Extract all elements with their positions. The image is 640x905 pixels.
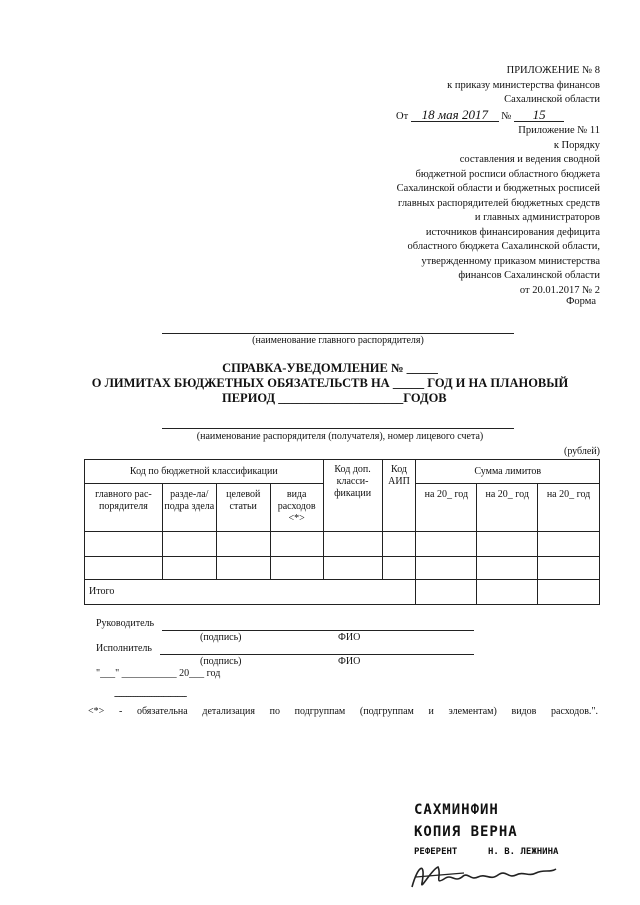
executor-label: Исполнитель	[96, 643, 152, 654]
table-cell	[85, 557, 163, 580]
header-year-3: на 20_ год	[538, 484, 600, 532]
table-cell	[538, 532, 600, 557]
total-cell-year-1	[416, 580, 477, 605]
additional-classification-header: Код доп. класси-фикации	[323, 460, 382, 532]
order-date-line	[396, 109, 596, 125]
annex-11-line: составления и ведения сводной	[459, 154, 600, 165]
header-expense-type: вида расходов <*>	[270, 484, 323, 532]
annex-11-line: утвержденному приказом министерства	[421, 255, 600, 267]
executor-signature-line	[160, 654, 474, 655]
recipient-line	[162, 428, 514, 429]
stamp-ministry: САХМИНФИН	[414, 802, 499, 818]
head-signature-line	[162, 630, 474, 631]
annex-8-title: ПРИЛОЖЕНИЕ № 8	[506, 65, 600, 76]
table-cell	[216, 532, 270, 557]
budget-code-group-header: Код по бюджетной классификации	[85, 460, 324, 484]
date-prefix: От	[396, 111, 409, 122]
header-main-manager: главного рас-порядителя	[85, 484, 163, 532]
table-cell	[416, 532, 477, 557]
units-label: (рублей)	[563, 446, 600, 457]
header-target-article: целевой статьи	[216, 484, 270, 532]
annex-11-line: финансов Сахалинской области	[458, 270, 600, 281]
executor-fio-caption: ФИО	[338, 656, 361, 667]
table-cell	[538, 557, 600, 580]
stamp-name: Н. В. ЛЕЖНИНА	[488, 847, 559, 857]
total-cell-year-3	[538, 580, 600, 605]
head-fio-caption: ФИО	[338, 632, 361, 643]
order-line-1: к приказу министерства финансов	[447, 79, 600, 91]
number-label: №	[501, 111, 512, 122]
limits-sum-group-header: Сумма лимитов	[416, 460, 600, 484]
head-label: Руководитель	[96, 618, 155, 629]
table-cell	[85, 532, 163, 557]
main-manager-caption: (наименование главного распорядителя)	[252, 335, 424, 346]
document-title	[60, 361, 600, 406]
table-cell	[162, 557, 216, 580]
header-year-2: на 20_ год	[477, 484, 538, 532]
table-cell	[270, 557, 323, 580]
header-section: разде-ла/подра здела	[162, 484, 216, 532]
annex-11-line: и главных администраторов	[474, 212, 600, 223]
annex-11-line: к Порядку	[553, 139, 600, 151]
title-line-3: ПЕРИОД ____________________ГОДОВ	[222, 391, 447, 405]
handwritten-signature	[404, 855, 564, 895]
main-manager-line	[162, 333, 514, 334]
aip-code-header: Код АИП	[382, 460, 416, 532]
table-cell	[323, 532, 382, 557]
table-cell	[416, 557, 477, 580]
date-line: "___" ___________ 20___ год	[96, 668, 221, 679]
total-row	[85, 580, 600, 605]
stamp-referent: РЕФЕРЕНТ	[414, 847, 458, 857]
table-cell	[382, 557, 416, 580]
executor-sign-caption: (подпись)	[200, 656, 242, 667]
annex-11-line: от 20.01.2017 № 2	[519, 284, 600, 296]
table-cell	[382, 532, 416, 557]
table-cell	[162, 532, 216, 557]
header-year-1: на 20_ год	[416, 484, 477, 532]
footnote: <*> - обязательна детализация по подгруппам (подгруппам и элементам) видов расходов.".	[88, 706, 598, 717]
table-cell	[270, 532, 323, 557]
table-cell	[477, 532, 538, 557]
header-annex-8	[300, 64, 600, 108]
total-cell-year-2	[477, 580, 538, 605]
handwritten-number: 15	[514, 109, 564, 122]
limits-table	[84, 459, 600, 605]
annex-11-line: Приложение № 11	[518, 125, 600, 136]
total-label: Итого	[85, 580, 416, 605]
table-cell	[477, 557, 538, 580]
annex-11-line: главных распорядителей бюджетных средств	[398, 197, 600, 209]
title-line-2: О ЛИМИТАХ БЮДЖЕТНЫХ ОБЯЗАТЕЛЬСТВ НА _____ ГОД И НА ПЛАНОВЫЙ	[91, 376, 569, 390]
annex-11-line: Сахалинской области и бюджетных росписей	[396, 183, 600, 194]
header-annex-11	[300, 124, 600, 298]
annex-11-line: областного бюджета Сахалинской области,	[407, 241, 600, 252]
title-line-1: СПРАВКА-УВЕДОМЛЕНИЕ № _____	[222, 361, 438, 375]
table-row	[85, 532, 600, 557]
footnote-separator: -------------------------------	[114, 691, 187, 702]
form-label: Форма	[566, 296, 596, 307]
recipient-caption: (наименование распорядителя (получателя), номер лицевого счета)	[196, 431, 484, 442]
stamp-copy-certified: КОПИЯ ВЕРНА	[414, 824, 518, 840]
table-cell	[323, 557, 382, 580]
handwritten-date: 18 мая 2017	[411, 109, 499, 122]
table-cell	[216, 557, 270, 580]
head-sign-caption: (подпись)	[200, 632, 242, 643]
annex-11-line: источников финансирования дефицита	[425, 226, 600, 238]
order-line-2: Сахалинской области	[504, 94, 600, 105]
annex-11-line: бюджетной росписи областного бюджета	[415, 168, 600, 180]
table-row	[85, 557, 600, 580]
